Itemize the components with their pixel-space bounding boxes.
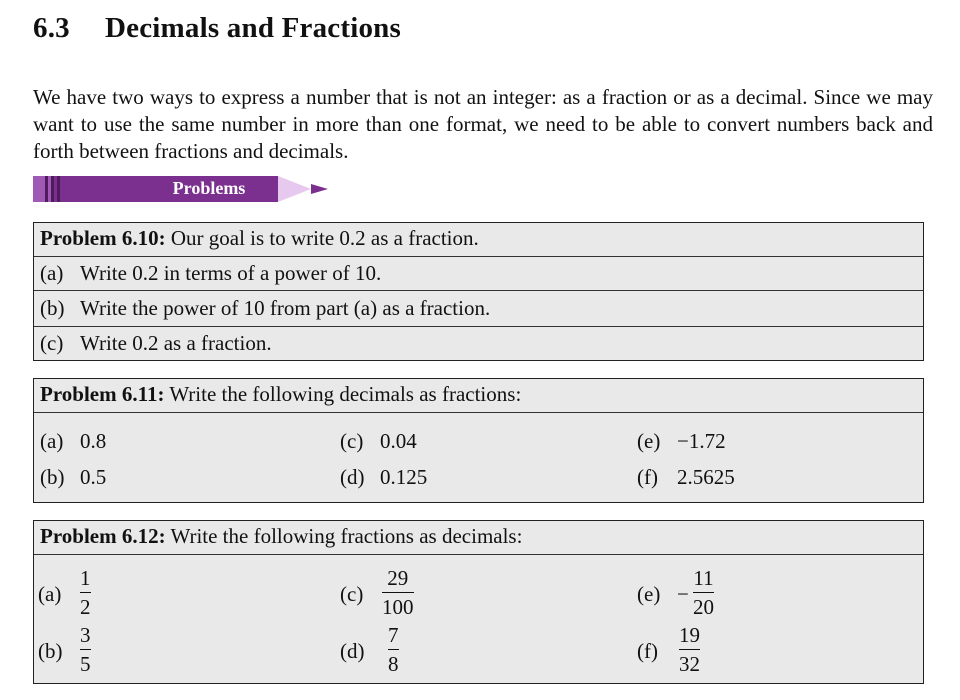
section-title: Decimals and Fractions (105, 12, 401, 44)
item-letter: (e) (637, 582, 661, 606)
problem-part (40, 260, 381, 286)
divider (34, 290, 923, 291)
item-value: 2.5625 (677, 465, 735, 489)
denominator: 5 (80, 652, 91, 676)
numerator: 1 (80, 566, 91, 590)
item-letter: (f) (637, 639, 658, 663)
list-item (40, 429, 106, 454)
divider (34, 554, 923, 555)
divider (34, 412, 923, 413)
part-text: Write 0.2 in terms of a power of 10. (80, 261, 382, 285)
fraction-bar (80, 592, 91, 593)
item-letter: (d) (340, 465, 365, 489)
fraction (80, 566, 91, 619)
problem-6-12-box (33, 520, 924, 684)
item-letter: (c) (340, 429, 364, 453)
fraction-item (637, 566, 757, 622)
fraction-bar (388, 649, 399, 650)
item-value: 0.04 (380, 429, 417, 453)
numerator: 11 (693, 566, 714, 590)
problem-6-12-statement (40, 523, 522, 549)
item-value: 0.125 (380, 465, 428, 489)
section-number: 6.3 (33, 12, 70, 44)
fraction-item (340, 566, 460, 622)
fraction-bar (382, 592, 414, 593)
problem-part (40, 330, 272, 356)
part-letter: (b) (40, 296, 65, 320)
problem-6-10-box (33, 222, 924, 361)
minus-sign: − (677, 582, 689, 606)
problem-text: Write the following fractions as decimals: (170, 524, 523, 548)
fraction-item (38, 566, 118, 622)
fraction (388, 623, 399, 676)
item-letter: (b) (40, 465, 65, 489)
item-letter: (d) (340, 639, 365, 663)
item-value: 0.8 (80, 429, 107, 453)
fraction (693, 566, 714, 619)
item-value: −1.72 (677, 429, 726, 453)
fraction-item (637, 623, 757, 679)
denominator: 2 (80, 595, 91, 619)
item-value: 0.5 (80, 465, 107, 489)
banner-label: Problems (172, 178, 246, 198)
item-letter: (f) (637, 465, 658, 489)
fraction-item (340, 623, 460, 679)
numerator: 7 (388, 623, 399, 647)
problem-label: Problem 6.11: (40, 382, 165, 406)
item-letter: (e) (637, 429, 661, 453)
problem-label: Problem 6.12: (40, 524, 166, 548)
divider (34, 326, 923, 327)
part-text: Write the power of 10 from part (a) as a fraction. (80, 296, 491, 320)
problem-text: Our goal is to write 0.2 as a fraction. (170, 226, 479, 250)
part-letter: (c) (40, 331, 64, 355)
problem-part (40, 295, 490, 321)
problem-6-11-statement (40, 381, 521, 407)
denominator: 32 (679, 652, 700, 676)
item-letter: (a) (40, 429, 64, 453)
section-heading (33, 12, 401, 45)
denominator: 100 (382, 595, 414, 619)
intro-paragraph: We have two ways to express a number that is not an integer: as a fraction or as a decimal. Since we may want to use the same number in more than one format, we need to be able to convert numbers back and forth between fractions and decimals. (33, 85, 933, 163)
list-item (637, 465, 735, 490)
list-item (40, 465, 106, 490)
fraction (679, 623, 700, 676)
denominator: 8 (388, 652, 399, 676)
fraction-item (38, 623, 118, 679)
fraction (80, 623, 91, 676)
problem-6-10-statement (40, 225, 479, 251)
problems-banner (33, 172, 328, 206)
item-letter: (b) (38, 639, 63, 663)
problem-6-11-box (33, 378, 924, 503)
list-item (340, 465, 427, 490)
fraction (382, 566, 414, 619)
numerator: 19 (679, 623, 700, 647)
numerator: 29 (387, 566, 409, 590)
fraction-bar (679, 649, 700, 650)
item-letter: (c) (340, 582, 364, 606)
item-letter: (a) (38, 582, 62, 606)
fraction-bar (80, 649, 91, 650)
list-item (340, 429, 417, 454)
part-letter: (a) (40, 261, 64, 285)
problem-text: Write the following decimals as fractions: (169, 382, 522, 406)
denominator: 20 (693, 595, 714, 619)
part-text: Write 0.2 as a fraction. (80, 331, 272, 355)
numerator: 3 (80, 623, 91, 647)
problem-label: Problem 6.10: (40, 226, 166, 250)
fraction-bar (693, 592, 714, 593)
divider (34, 256, 923, 257)
list-item (637, 429, 726, 454)
